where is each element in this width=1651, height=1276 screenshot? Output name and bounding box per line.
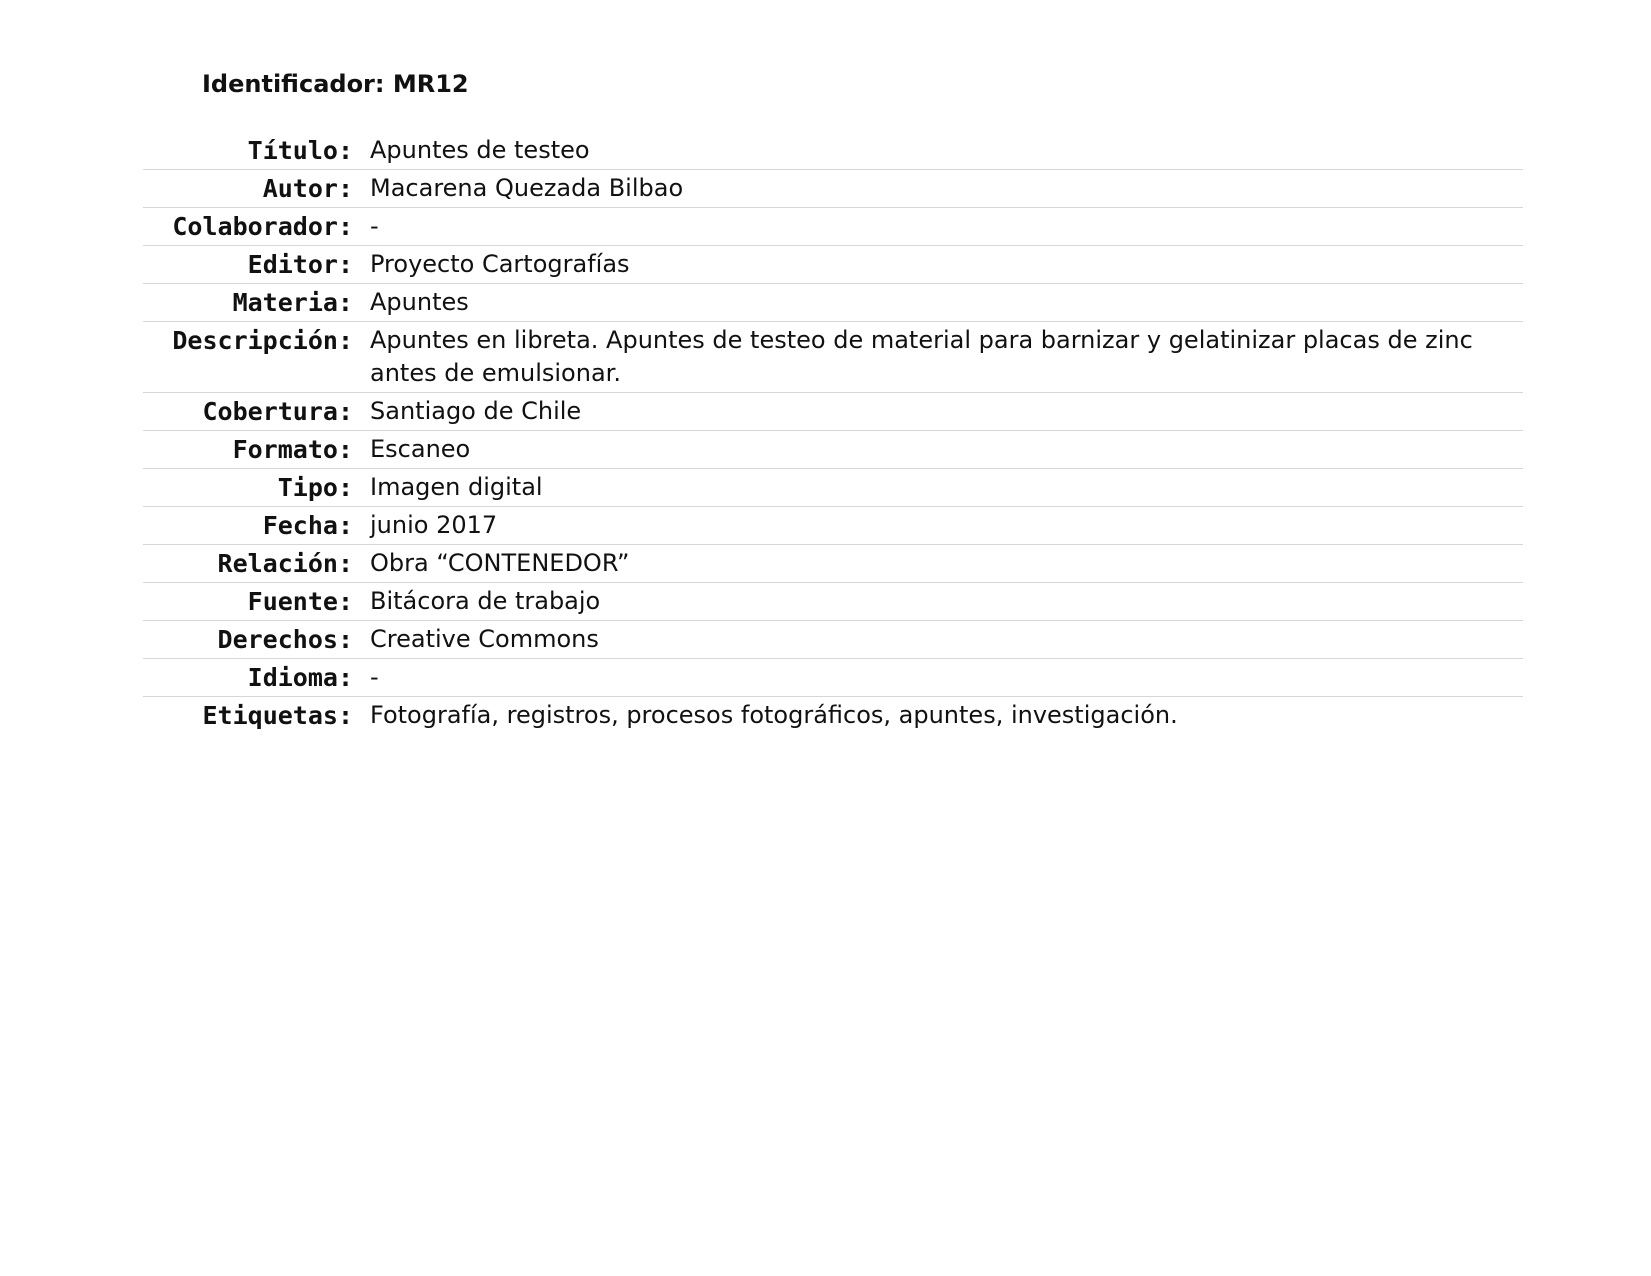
label-fecha: Fecha:	[262, 510, 353, 540]
value-materia: Apuntes	[370, 287, 469, 316]
row-descripcion	[143, 322, 1523, 393]
label-descripcion: Descripción:	[172, 325, 353, 355]
value-editor: Proyecto Cartografías	[370, 249, 630, 278]
identifier-heading: Identificador: MR12	[202, 70, 469, 98]
value-descripcion: Apuntes en libreta. Apuntes de testeo de material para barnizar y gelatinizar placas de zinc antes de emulsionar.	[370, 325, 1473, 387]
label-relacion: Relación:	[217, 548, 353, 578]
label-cobertura: Cobertura:	[202, 396, 353, 426]
metadata-document	[143, 70, 1523, 735]
value-titulo: Apuntes de testeo	[370, 135, 590, 164]
metadata-table	[143, 132, 1523, 735]
row-tipo	[143, 469, 1523, 507]
row-formato	[143, 431, 1523, 469]
row-cobertura	[143, 393, 1523, 431]
label-fuente: Fuente:	[247, 586, 353, 616]
label-materia: Materia:	[232, 287, 353, 317]
row-autor	[143, 170, 1523, 208]
row-derechos	[143, 621, 1523, 659]
row-colaborador	[143, 208, 1523, 246]
row-materia	[143, 284, 1523, 322]
value-tipo: Imagen digital	[370, 472, 543, 501]
label-titulo: Título:	[247, 135, 353, 165]
value-fuente: Bitácora de trabajo	[370, 586, 601, 615]
value-idioma: -	[370, 662, 379, 691]
value-fecha: junio 2017	[370, 510, 498, 539]
label-editor: Editor:	[247, 249, 353, 279]
row-titulo	[143, 132, 1523, 170]
row-idioma	[143, 659, 1523, 697]
row-fuente	[143, 583, 1523, 621]
value-relacion: Obra “CONTENEDOR”	[370, 548, 630, 577]
value-colaborador: -	[370, 211, 379, 240]
row-relacion	[143, 545, 1523, 583]
row-etiquetas	[143, 697, 1523, 735]
label-idioma: Idioma:	[247, 662, 353, 692]
label-colaborador: Colaborador:	[172, 211, 353, 241]
label-formato: Formato:	[232, 434, 353, 464]
row-editor	[143, 246, 1523, 284]
value-formato: Escaneo	[370, 434, 471, 463]
label-derechos: Derechos:	[217, 624, 353, 654]
value-derechos: Creative Commons	[370, 624, 599, 653]
label-etiquetas: Etiquetas:	[202, 700, 353, 730]
label-tipo: Tipo:	[277, 472, 353, 502]
value-cobertura: Santiago de Chile	[370, 396, 582, 425]
row-fecha	[143, 507, 1523, 545]
value-etiquetas: Fotografía, registros, procesos fotográficos, apuntes, investigación.	[370, 700, 1178, 729]
value-autor: Macarena Quezada Bilbao	[370, 173, 684, 202]
label-autor: Autor:	[262, 173, 353, 203]
